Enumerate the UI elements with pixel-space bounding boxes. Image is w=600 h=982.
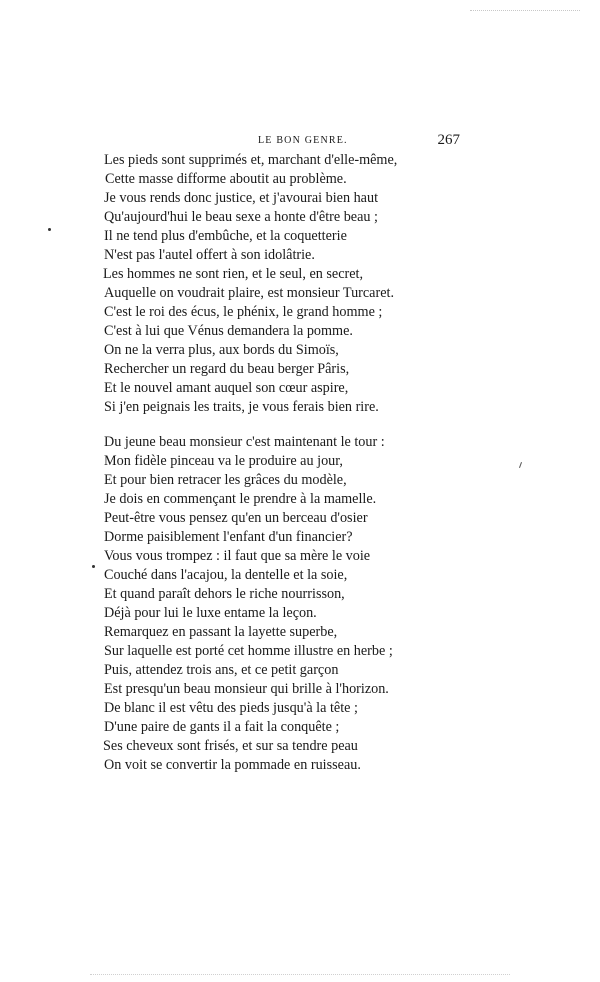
verse-line: Cette masse difforme aboutit au problème. <box>105 171 347 187</box>
stanza-1 <box>104 151 397 417</box>
verse-line: On ne la verra plus, aux bords du Simoïs, <box>104 342 339 358</box>
verse-line: C'est à lui que Vénus demandera la pomme. <box>104 323 353 339</box>
verse-line: C'est le roi des écus, le phénix, le grand homme ; <box>104 304 383 320</box>
bottom-edge-artifact <box>90 974 510 975</box>
verse-line: Est presqu'un beau monsieur qui brille à l'horizon. <box>104 681 389 697</box>
verse-line: Mon fidèle pinceau va le produire au jour, <box>104 453 343 469</box>
verse-line: Si j'en peignais les traits, je vous ferais bien rire. <box>104 399 379 415</box>
top-edge-artifact <box>470 10 580 11</box>
verse-line: Déjà pour lui le luxe entame la leçon. <box>104 605 317 621</box>
verse-line: Je vous rends donc justice, et j'avourai bien haut <box>104 190 379 206</box>
verse-line: Je dois en commençant le prendre à la mamelle. <box>104 491 377 507</box>
verse-line: Sur laquelle est porté cet homme illustre en herbe ; <box>104 643 393 659</box>
stanza-2 <box>104 433 393 775</box>
verse-line: Auquelle on voudrait plaire, est monsieur Turcaret. <box>104 285 394 301</box>
verse-line: Et pour bien retracer les grâces du modèle, <box>104 472 347 488</box>
verse-line: Les hommes ne sont rien, et le seul, en secret, <box>103 266 364 282</box>
verse-line: D'une paire de gants il a fait la conquête ; <box>104 719 340 735</box>
ink-speck <box>48 228 51 231</box>
page-number: 267 <box>437 132 460 148</box>
ink-mark <box>519 462 522 468</box>
verse-line: Les pieds sont supprimés et, marchant d'elle-même, <box>104 152 398 168</box>
verse-line: Remarquez en passant la layette superbe, <box>104 624 338 640</box>
verse-line: Dorme paisiblement l'enfant d'un financier? <box>104 529 353 545</box>
verse-line: Qu'aujourd'hui le beau sexe a honte d'être beau ; <box>104 209 378 225</box>
verse-line: Couché dans l'acajou, la dentelle et la soie, <box>104 567 348 583</box>
verse-line: On voit se convertir la pommade en ruisseau. <box>104 757 361 773</box>
verse-line: Peut-être vous pensez qu'en un berceau d'osier <box>104 510 368 526</box>
running-title: LE BON GENRE. <box>258 135 348 146</box>
verse-line: De blanc il est vêtu des pieds jusqu'à la tête ; <box>104 700 358 716</box>
verse-line: Rechercher un regard du beau berger Pâris, <box>104 361 350 377</box>
page-header <box>100 134 466 152</box>
verse-line: Et le nouvel amant auquel son cœur aspire, <box>104 380 349 396</box>
verse-line: Ses cheveux sont frisés, et sur sa tendre peau <box>103 738 358 754</box>
verse-line: Vous vous trompez : il faut que sa mère le voie <box>104 548 371 564</box>
verse-line: Il ne tend plus d'embûche, et la coquetterie <box>104 228 347 244</box>
verse-line: Du jeune beau monsieur c'est maintenant le tour : <box>104 434 385 450</box>
verse-line: Et quand paraît dehors le riche nourrisson, <box>104 586 345 602</box>
verse-line: Puis, attendez trois ans, et ce petit garçon <box>104 662 339 678</box>
verse-line: N'est pas l'autel offert à son idolâtrie. <box>104 247 315 263</box>
ink-speck <box>92 565 95 568</box>
